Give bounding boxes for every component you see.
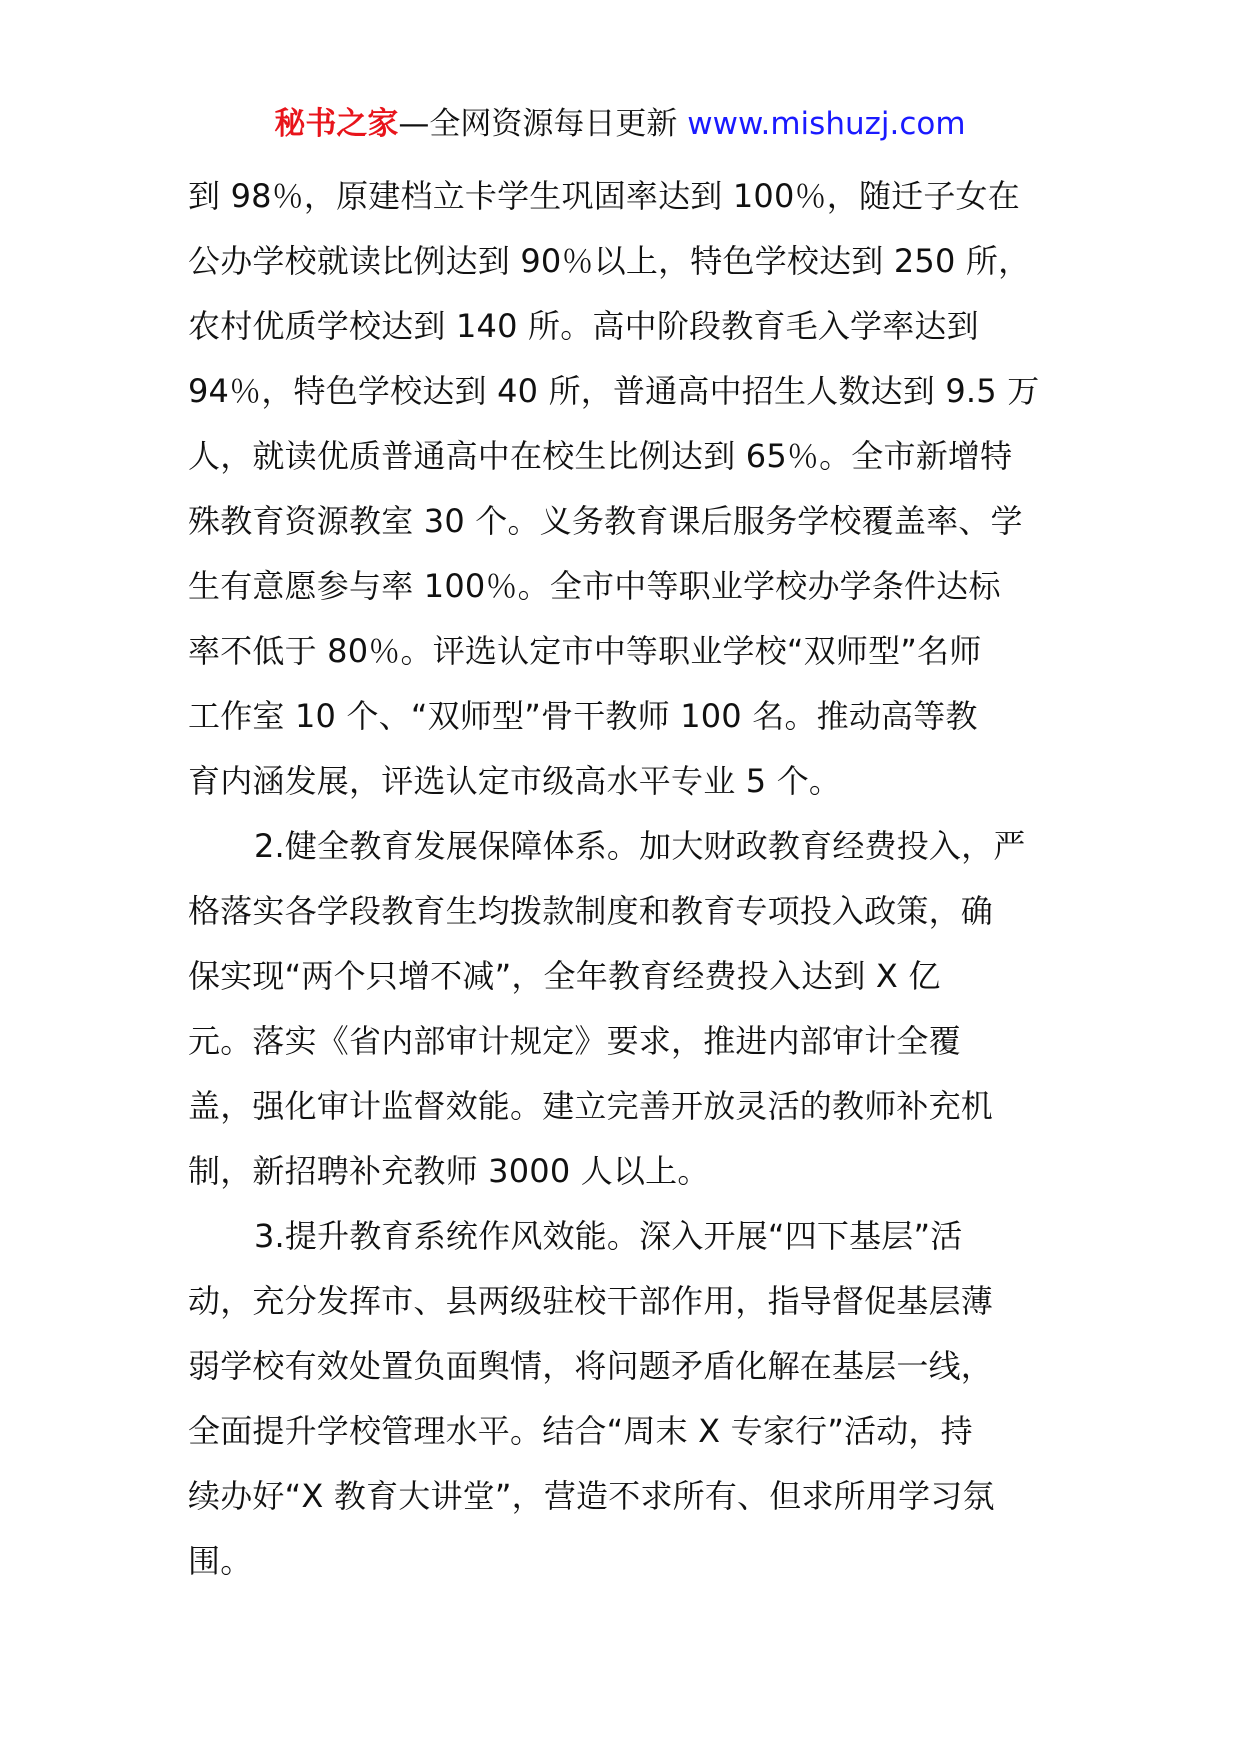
text-line: 人，就读优质普通高中在校生比例达到 65％。全市新增特 (188, 437, 1013, 475)
text-line: 格落实各学段教育生均拨款制度和教育专项投入政策，确 (188, 892, 994, 930)
text-line: 到 98％，原建档立卡学生巩固率达到 100％，随迁子女在 (188, 177, 1020, 215)
text-line: 率不低于 80％。评选认定市中等职业学校“双师型”名师 (188, 632, 982, 670)
text-line: 育内涵发展，评选认定市级高水平专业 5 个。 (188, 762, 842, 800)
text-line: 工作室 10 个、“双师型”骨干教师 100 名。推动高等教 (188, 697, 978, 735)
text-line: 殊教育资源教室 30 个。义务教育课后服务学校覆盖率、学 (188, 502, 1023, 540)
text-line: 元。落实《省内部审计规定》要求，推进内部审计全覆 (188, 1022, 961, 1060)
document-body (188, 164, 1058, 1594)
section-heading-line: 2.健全教育发展保障体系。加大财政教育经费投入，严 (254, 827, 1026, 865)
text-line: 保实现“两个只增不减”，全年教育经费投入达到 X 亿 (188, 957, 941, 995)
text-line: 盖，强化审计监督效能。建立完善开放灵活的教师补充机 (188, 1087, 994, 1125)
text-line: 农村优质学校达到 140 所。高中阶段教育毛入学率达到 (188, 307, 979, 345)
text-line: 生有意愿参与率 100％。全市中等职业学校办学条件达标 (188, 567, 1001, 605)
section-heading-line: 3.提升教育系统作风效能。深入开展“四下基层”活 (254, 1217, 963, 1255)
site-header (0, 102, 1240, 146)
text-line: 围。 (188, 1542, 253, 1580)
site-brand: 秘书之家 (274, 106, 399, 142)
text-line: 续办好“X 教育大讲堂”，营造不求所有、但求所用学习氛 (188, 1477, 995, 1515)
text-line: 94％，特色学校达到 40 所，普通高中招生人数达到 9.5 万 (188, 372, 1040, 410)
text-line: 弱学校有效处置负面舆情，将问题矛盾化解在基层一线， (188, 1347, 994, 1385)
text-line: 公办学校就读比例达到 90％以上，特色学校达到 250 所， (188, 242, 1031, 280)
text-line: 制，新招聘补充教师 3000 人以上。 (188, 1152, 710, 1190)
text-line: 全面提升学校管理水平。结合“周末 X 专家行”活动，持 (188, 1412, 973, 1450)
site-url-link[interactable]: www.mishuzj.com (687, 106, 966, 142)
site-tagline: —全网资源每日更新 (398, 106, 678, 142)
text-line: 动，充分发挥市、县两级驻校干部作用，指导督促基层薄 (188, 1282, 994, 1320)
